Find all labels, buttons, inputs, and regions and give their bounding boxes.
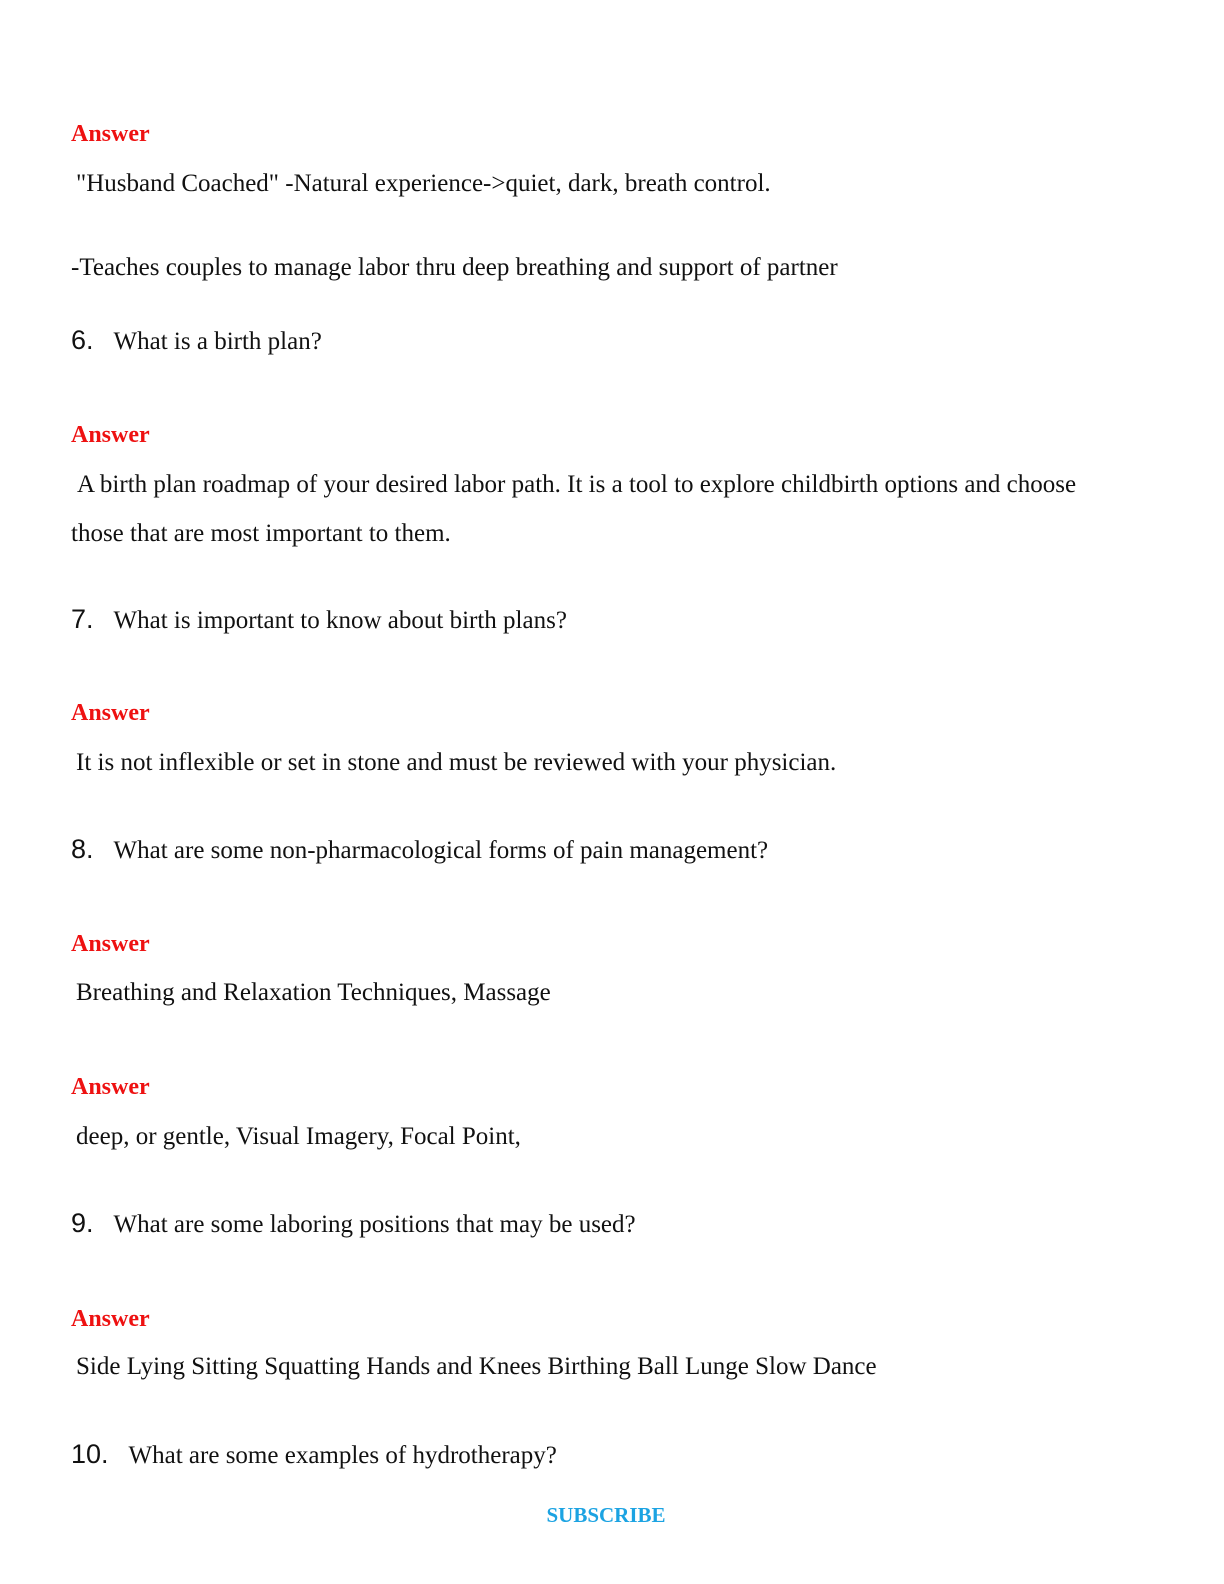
- question-9: [71, 1208, 636, 1239]
- answer-text: Side Lying Sitting Squatting Hands and Knees Birthing Ball Lunge Slow Dance: [76, 1353, 877, 1380]
- subscribe-link[interactable]: SUBSCRIBE: [546, 1503, 666, 1527]
- answer-label: Answer: [71, 1074, 150, 1100]
- question-text: What are some non-pharmacological forms of pain management?: [113, 837, 769, 864]
- question-number: 7.: [71, 604, 94, 634]
- question-text: What are some laboring positions that may be used?: [113, 1211, 636, 1238]
- answer-text: deep, or gentle, Visual Imagery, Focal Point,: [76, 1123, 521, 1150]
- question-text: What are some examples of hydrotherapy?: [128, 1442, 557, 1469]
- question-text: What is a birth plan?: [113, 328, 322, 355]
- question-10: [71, 1439, 557, 1470]
- answer-label: Answer: [71, 700, 150, 726]
- question-8: [71, 834, 768, 865]
- answer-text: "Husband Coached" -Natural experience->quiet, dark, breath control.: [76, 170, 771, 197]
- answer-label: Answer: [71, 1306, 150, 1332]
- question-number: 10.: [71, 1439, 109, 1469]
- answer-label: Answer: [71, 931, 150, 957]
- answer-text: -Teaches couples to manage labor thru deep breathing and support of partner: [71, 254, 838, 281]
- question-text: What is important to know about birth plans?: [113, 607, 567, 634]
- answer-label: Answer: [71, 121, 150, 147]
- answer-text: A birth plan roadmap of your desired labor path. It is a tool to explore childbirth options and choose those that are most important to them.: [71, 471, 1077, 547]
- answer-label: Answer: [71, 422, 150, 448]
- question-6: [71, 325, 322, 356]
- question-number: 9.: [71, 1208, 94, 1238]
- answer-text: It is not inflexible or set in stone and must be reviewed with your physician.: [76, 749, 837, 776]
- question-number: 8.: [71, 834, 94, 864]
- question-number: 6.: [71, 325, 94, 355]
- question-7: [71, 604, 567, 635]
- answer-text: Breathing and Relaxation Techniques, Massage: [76, 979, 551, 1006]
